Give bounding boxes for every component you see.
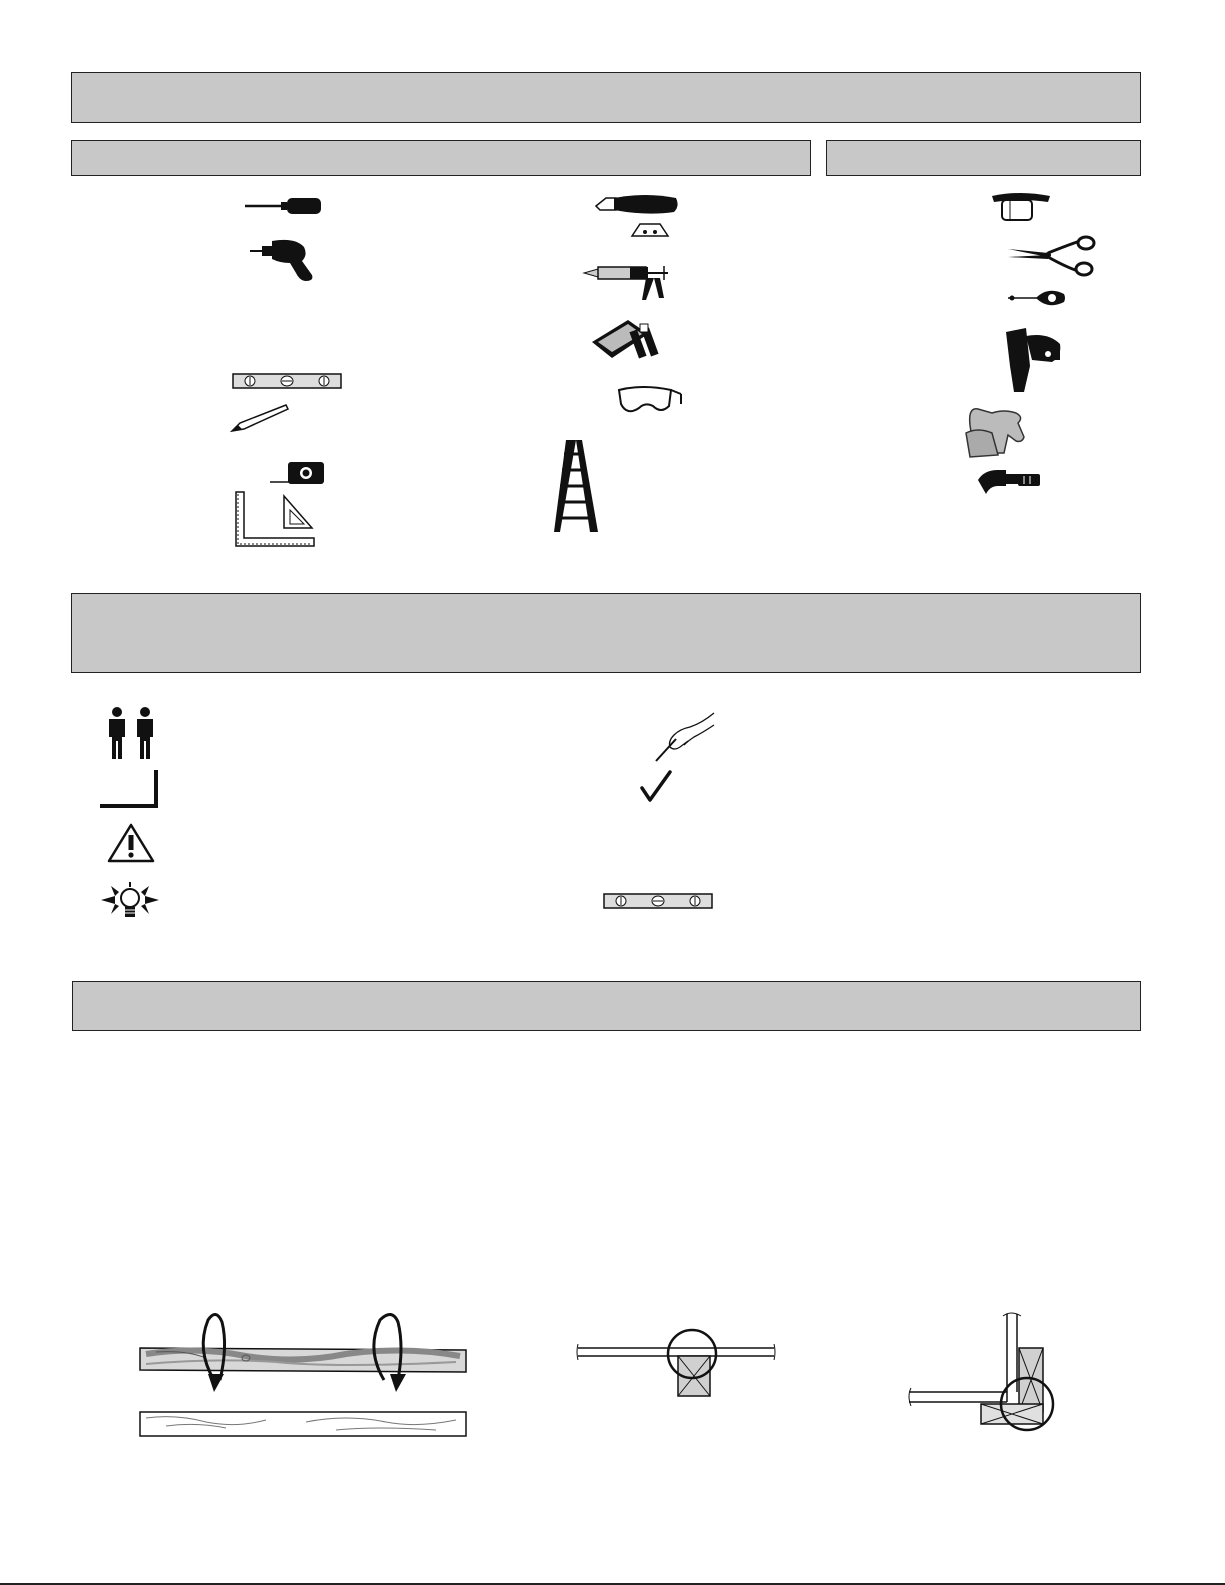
corner-joint-figure [905,1310,1061,1436]
tools-header-bar [71,72,1141,123]
optional-tools-bar [826,140,1141,176]
tips-header-bar [71,593,1141,673]
screwdriver-icon [245,197,323,215]
lumber-header-bar [72,981,1141,1031]
stud-block [981,1404,1043,1424]
drill-icon [250,237,320,281]
knife-blade-icon [630,222,670,238]
warped-board-figure [136,1310,472,1442]
safety-glasses-icon [613,382,683,418]
level-icon [603,893,713,909]
hammer-icon [976,466,1042,508]
warning-icon [107,822,155,864]
light-bulb-tip-icon [101,882,159,924]
caulk-gun-icon [584,262,670,302]
work-gloves-icon [964,403,1026,459]
check-mark-icon [640,770,672,802]
chalk-line-icon [1008,286,1068,310]
tape-measure-icon [270,460,326,486]
two-people-icon [105,707,157,759]
level-icon [232,373,342,389]
square-icon [234,490,316,550]
step-ladder-icon [552,440,600,534]
right-angle-icon [100,770,160,810]
tin-snips-icon [1008,235,1096,277]
required-tools-bar [71,140,811,176]
straight-board [140,1412,466,1436]
utility-knife-icon [596,194,680,216]
crown-joint-figure [574,1330,780,1406]
hand-writing-icon [654,711,716,763]
pencil-icon [232,403,288,433]
warped-board [140,1348,466,1372]
nail-gun-icon [1004,326,1064,394]
paint-roller-tray-icon [590,316,662,362]
tool-belt-icon [990,192,1052,222]
